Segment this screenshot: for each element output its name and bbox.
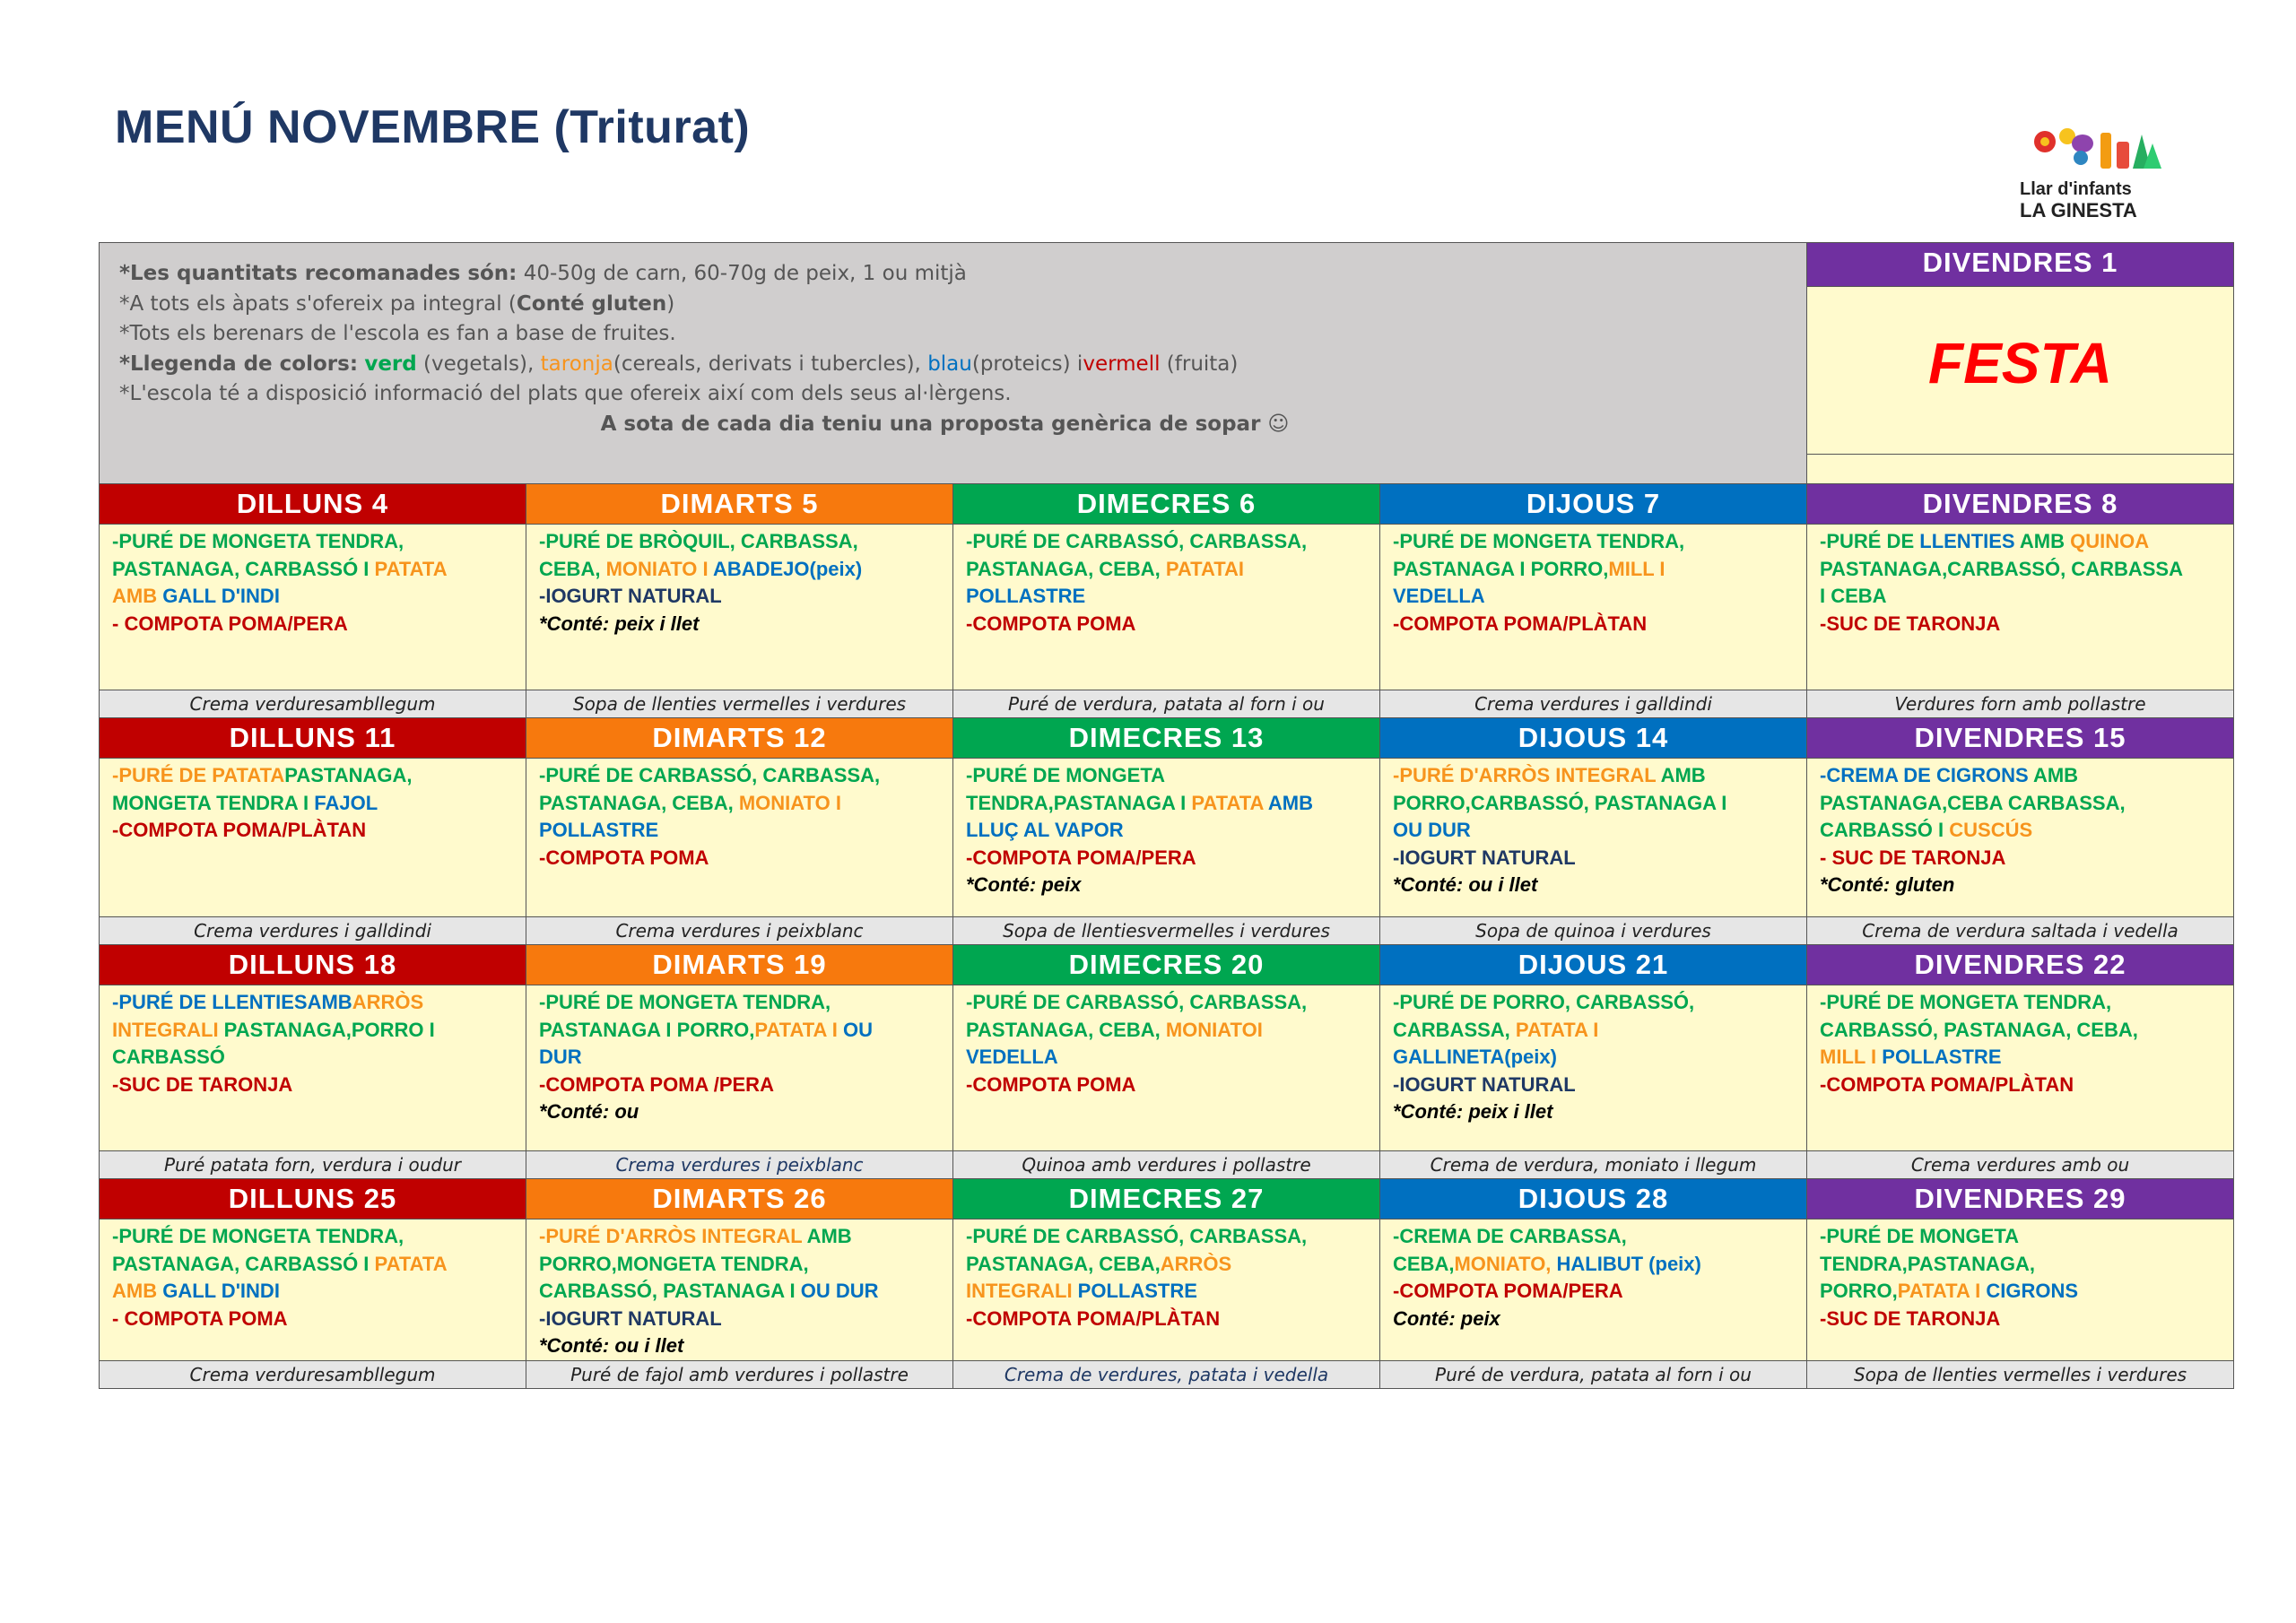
meal-line	[966, 1044, 1367, 1072]
meal-text: CARBASSÓ, PASTANAGA I	[539, 1280, 801, 1302]
dinner-suggestion-wednesday: Quinoa amb verdures i pollastre	[953, 1151, 1380, 1179]
meal-text: *Conté: peix i llet	[1393, 1100, 1553, 1123]
meal-text: POLLASTRE	[1077, 1280, 1197, 1302]
meal-text: PASTANAGA, CARBASSÓ I	[112, 557, 375, 580]
meal-text: PASTANAGA,PORRO I	[223, 1018, 435, 1041]
meal-text: - COMPOTA POMA/PERA	[112, 612, 348, 635]
meal-line	[1820, 872, 2221, 899]
meal-text: LLENTIES	[1919, 530, 2020, 552]
meal-text: -IOGURT NATURAL	[1393, 846, 1576, 869]
meal-text: I CEBA	[1820, 585, 1887, 607]
meal-line	[966, 1251, 1367, 1279]
meal-line	[1393, 1251, 1794, 1279]
meal-text: CIGRONS	[1986, 1280, 2079, 1302]
meal-text: PATATA	[374, 557, 448, 580]
logo-line1: Llar d'infants	[2020, 179, 2132, 199]
meal-line	[1820, 762, 2221, 790]
meal-line	[966, 528, 1367, 556]
meal-text: OU	[842, 1018, 873, 1041]
meal-text: -PURÉ DE CARBASSÓ, CARBASSA,	[966, 530, 1308, 552]
day-header-tuesday: DIMARTS 19	[526, 945, 953, 985]
meal-line	[1820, 1223, 2221, 1251]
meal-text: AMB	[2019, 530, 2071, 552]
meal-cell-friday	[1807, 759, 2234, 917]
meal-text: -PURÉ DE MONGETA TENDRA,	[1393, 530, 1685, 552]
meal-text: OU DUR	[800, 1280, 879, 1302]
dinner-suggestion-friday: Crema verdures amb ou	[1807, 1151, 2234, 1179]
meal-line	[539, 1017, 940, 1045]
meal-cell-friday	[1807, 1219, 2234, 1361]
day-header-monday: DILLUNS 18	[100, 945, 526, 985]
meal-line	[966, 1017, 1367, 1045]
meal-text: PASTANAGA,CEBA CARBASSA,	[1820, 791, 2126, 814]
meal-cell-wednesday	[953, 759, 1380, 917]
meal-cell-thursday	[1380, 759, 1807, 917]
meal-line	[539, 762, 940, 790]
meal-text: AMB	[1267, 791, 1314, 814]
info-bread: *A tots els àpats s'ofereix pa integral (Conté gluten)	[119, 291, 675, 316]
meal-text: PATATA	[374, 1252, 448, 1275]
meal-line	[1820, 528, 2221, 556]
meal-line	[1393, 1072, 1794, 1099]
meal-line	[1820, 583, 2221, 611]
day-header-wednesday: DIMECRES 27	[953, 1179, 1380, 1219]
meal-text: -PURÉ DE MONGETA TENDRA,	[112, 1225, 404, 1247]
meal-line	[112, 989, 513, 1017]
meal-text: PASTANAGA, CARBASSÓ I	[112, 1252, 375, 1275]
meal-text: INTEGRALI	[966, 1280, 1078, 1302]
meal-line	[539, 845, 940, 872]
meal-line	[1393, 583, 1794, 611]
meal-text: MONIATO I	[605, 557, 713, 580]
meal-line	[966, 1306, 1367, 1333]
logo-line2: LA GINESTA	[2020, 199, 2137, 221]
meal-text: -COMPOTA POMA/PERA	[1393, 1280, 1623, 1302]
meal-line	[539, 1332, 940, 1360]
meal-line	[1820, 611, 2221, 638]
meal-line	[966, 611, 1367, 638]
meal-text: PORRO,CARBASSÓ, PASTANAGA I	[1393, 791, 1727, 814]
meal-text: PASTANAGA, CEBA,	[966, 1252, 1161, 1275]
dinner-suggestion-monday: Crema verdures i galldindi	[100, 917, 526, 945]
meal-line	[1820, 1306, 2221, 1333]
meal-text: DUR	[539, 1046, 582, 1068]
meal-line	[1393, 872, 1794, 899]
meal-line	[112, 1278, 513, 1306]
meal-line	[112, 762, 513, 790]
info-box	[100, 243, 1807, 484]
meal-text: POLLASTRE	[539, 819, 659, 841]
meal-line	[112, 1251, 513, 1279]
meal-text: -COMPOTA POMA /PERA	[539, 1072, 774, 1096]
meal-line	[112, 1306, 513, 1333]
meal-text: *Conté: peix i llet	[539, 612, 700, 635]
meal-line	[539, 1251, 940, 1279]
meal-line	[966, 762, 1367, 790]
day-header-friday: DIVENDRES 29	[1807, 1179, 2234, 1219]
meal-text: - SUC DE TARONJA	[1820, 846, 2006, 869]
meal-text: PORRO,	[1820, 1280, 1898, 1302]
meal-line	[539, 1223, 940, 1251]
meal-text: AMB	[112, 1280, 163, 1302]
meal-line	[112, 1044, 513, 1072]
meal-text: -PURÉ DE CARBASSÓ, CARBASSA,	[966, 1225, 1308, 1247]
meal-text: -PURÉ DE MONGETA	[1820, 1225, 2020, 1247]
empty-cell	[1807, 454, 2234, 484]
meal-line	[112, 817, 513, 845]
meal-line	[539, 1072, 940, 1099]
meal-text: Conté: peix	[1393, 1306, 1500, 1330]
meal-line	[966, 989, 1367, 1017]
dinner-suggestion-tuesday: Puré de fajol amb verdures i pollastre	[526, 1360, 953, 1388]
meal-text: -SUC DE TARONJA	[1820, 1306, 2001, 1330]
meal-text: -SUC DE TARONJA	[112, 1072, 293, 1096]
meal-cell-thursday	[1380, 525, 1807, 690]
meal-line	[1393, 1223, 1794, 1251]
dinner-suggestion-tuesday: Sopa de llenties vermelles i verdures	[526, 690, 953, 718]
meal-text: PATATA	[1191, 791, 1268, 814]
dinner-suggestion-monday: Crema verduresambllegum	[100, 690, 526, 718]
meal-text: CARBASSÓ	[112, 1046, 225, 1068]
meal-text: -SUC DE TARONJA	[1820, 612, 2001, 635]
meal-text: *Conté: ou i llet	[539, 1334, 684, 1357]
day-header-thursday: DIJOUS 21	[1380, 945, 1807, 985]
day-header-wednesday: DIMECRES 6	[953, 484, 1380, 525]
meal-text: VEDELLA	[1393, 585, 1485, 607]
meal-text: -PURÉ DE MONGETA TENDRA,	[112, 530, 404, 552]
meal-line	[1820, 556, 2221, 584]
meal-line	[1393, 556, 1794, 584]
meal-text: -PURÉ DE MONGETA	[966, 764, 1166, 786]
meal-text: LLUÇ AL VAPOR	[966, 819, 1124, 841]
meal-text: INTEGRALI	[112, 1018, 224, 1041]
meal-line	[112, 1223, 513, 1251]
meal-text: PASTANAGA, CEBA,	[966, 557, 1166, 580]
day-header-tuesday: DIMARTS 26	[526, 1179, 953, 1219]
meal-line	[1820, 790, 2221, 818]
meal-text: -PURÉ DE LLENTIESAMB	[112, 991, 352, 1013]
meal-text: TENDRA,PASTANAGA,	[1820, 1252, 2035, 1275]
meal-cell-tuesday	[526, 1219, 953, 1361]
meal-line	[539, 790, 940, 818]
school-logo	[2009, 117, 2188, 224]
meal-text: -CREMA DE CIGRONS	[1820, 764, 2033, 786]
dinner-suggestion-thursday: Crema de verdura, moniato i llegum	[1380, 1151, 1807, 1179]
dinner-suggestion-thursday: Crema verdures i galldindi	[1380, 690, 1807, 718]
meal-cell-wednesday	[953, 525, 1380, 690]
day-header-friday: DIVENDRES 8	[1807, 484, 2234, 525]
meal-text: CUSCÚS	[1949, 819, 2033, 841]
day-header-friday: DIVENDRES 22	[1807, 945, 2234, 985]
dinner-suggestion-wednesday: Sopa de llentiesvermelles i verdures	[953, 917, 1380, 945]
meal-text: CEBA,	[1393, 1252, 1455, 1275]
meal-line	[1393, 790, 1794, 818]
meal-cell-wednesday	[953, 985, 1380, 1151]
day-header-tuesday: DIMARTS 12	[526, 718, 953, 759]
meal-text: -PURÉ DE	[1820, 530, 1920, 552]
meal-text: - COMPOTA POMA	[112, 1306, 288, 1330]
meal-text: POLLASTRE	[966, 585, 1086, 607]
meal-text: OU DUR	[1393, 819, 1471, 841]
dinner-suggestion-friday: Sopa de llenties vermelles i verdures	[1807, 1360, 2234, 1388]
meal-text: -COMPOTA POMA/PERA	[966, 846, 1196, 869]
day-header-monday: DILLUNS 25	[100, 1179, 526, 1219]
meal-cell-friday	[1807, 985, 2234, 1151]
meal-text: *Conté: peix	[966, 873, 1082, 896]
meal-text: AMB	[806, 1225, 852, 1247]
meal-text: -PURÉ D'ARRÒS INTEGRAL	[1393, 764, 1661, 786]
meal-text: CARBASSÓ, PASTANAGA, CEBA,	[1820, 1018, 2138, 1041]
meal-line	[966, 1278, 1367, 1306]
meal-text: -PURÉ DE CARBASSÓ, CARBASSA,	[966, 991, 1308, 1013]
meal-text: *Conté: gluten	[1820, 873, 1955, 896]
meal-line	[539, 1278, 940, 1306]
meal-line	[1820, 1251, 2221, 1279]
meal-line	[539, 556, 940, 584]
meal-line	[966, 872, 1367, 899]
meal-text: PATATA I	[1897, 1280, 1987, 1302]
meal-line	[966, 1223, 1367, 1251]
meal-text: PASTANAGA,CARBASSÓ, CARBASSA	[1820, 557, 2183, 580]
meal-cell-thursday	[1380, 1219, 1807, 1361]
info-color-legend: *Llegenda de colors: verd (vegetals), taronja(cereals, derivats i tubercles), blau(proteics) ivermell (fruita)	[119, 352, 1239, 376]
dinner-suggestion-thursday: Sopa de quinoa i verdures	[1380, 917, 1807, 945]
meal-line	[1393, 989, 1794, 1017]
dinner-suggestion-wednesday: Crema de verdures, patata i vedella	[953, 1360, 1380, 1388]
meal-text: AMB	[2032, 764, 2079, 786]
meal-text: CARBASSA,	[1393, 1018, 1516, 1041]
dinner-suggestion-thursday: Puré de verdura, patata al forn i ou	[1380, 1360, 1807, 1388]
day-header-monday: DILLUNS 11	[100, 718, 526, 759]
meal-text: ARRÒS	[352, 991, 424, 1013]
meal-text: -IOGURT NATURAL	[539, 1306, 722, 1330]
meal-line	[1820, 1278, 2221, 1306]
meal-line	[966, 790, 1367, 818]
meal-text: -COMPOTA POMA	[539, 846, 709, 869]
meal-cell-thursday	[1380, 985, 1807, 1151]
meal-cell-tuesday	[526, 759, 953, 917]
meal-line	[539, 1098, 940, 1126]
meal-text: -PURÉ D'ARRÒS INTEGRAL	[539, 1225, 807, 1247]
meal-text: -COMPOTA POMA/PLÀTAN	[966, 1306, 1221, 1330]
meal-text: GALLINETA(peix)	[1393, 1046, 1557, 1068]
day-header-thursday: DIJOUS 14	[1380, 718, 1807, 759]
meal-text: MILL I	[1820, 1046, 1883, 1068]
meal-line	[112, 556, 513, 584]
dinner-suggestion-monday: Puré patata forn, verdura i oudur	[100, 1151, 526, 1179]
meal-text: -COMPOTA POMA	[966, 1072, 1136, 1096]
meal-line	[966, 556, 1367, 584]
meal-text: PASTANAGA I PORRO,	[1393, 557, 1609, 580]
meal-text: MILL I	[1608, 557, 1665, 580]
meal-cell-tuesday	[526, 985, 953, 1151]
meal-line	[539, 583, 940, 611]
meal-text: HALIBUT (peix)	[1556, 1252, 1701, 1275]
meal-text: CARBASSÓ I	[1820, 819, 1950, 841]
meal-line	[1820, 845, 2221, 872]
meal-text: ABADEJO(peix)	[712, 557, 863, 580]
dinner-suggestion-wednesday: Puré de verdura, patata al forn i ou	[953, 690, 1380, 718]
meal-text: -COMPOTA POMA/PLÀTAN	[1820, 1072, 2074, 1096]
meal-line	[539, 989, 940, 1017]
meal-text: -PURÉ DE CARBASSÓ, CARBASSA,	[539, 764, 881, 786]
meal-line	[966, 583, 1367, 611]
meal-line	[1393, 1044, 1794, 1072]
meal-line	[112, 528, 513, 556]
day-header-monday: DILLUNS 4	[100, 484, 526, 525]
meal-text: PASTANAGA, CEBA,	[539, 791, 739, 814]
dinner-suggestion-tuesday: Crema verdures i peixblanc	[526, 917, 953, 945]
meal-line	[112, 611, 513, 638]
meal-line	[1393, 1017, 1794, 1045]
meal-line	[1393, 762, 1794, 790]
day-header-wednesday: DIMECRES 13	[953, 718, 1380, 759]
info-allergens: *L'escola té a disposició informació del plats que ofereix així com dels seus al·lèrgens.	[119, 382, 1012, 405]
day-header-friday-1: DIVENDRES 1	[1807, 243, 2234, 287]
meal-line	[1820, 1044, 2221, 1072]
dinner-suggestion-monday: Crema verduresambllegum	[100, 1360, 526, 1388]
meal-line	[112, 1017, 513, 1045]
meal-text: GALL D'INDI	[162, 1280, 280, 1302]
meal-text: -COMPOTA POMA/PLÀTAN	[1393, 612, 1648, 635]
meal-line	[539, 817, 940, 845]
meal-text: -COMPOTA POMA	[966, 612, 1136, 635]
meal-text: AMB	[1660, 764, 1706, 786]
dinner-suggestion-tuesday: Crema verdures i peixblanc	[526, 1151, 953, 1179]
meal-line	[1393, 1278, 1794, 1306]
meal-cell-monday	[100, 759, 526, 917]
menu-table	[99, 242, 2234, 1389]
day-header-friday: DIVENDRES 15	[1807, 718, 2234, 759]
meal-line	[112, 790, 513, 818]
day-header-thursday: DIJOUS 28	[1380, 1179, 1807, 1219]
meal-text: QUINOA	[2070, 530, 2150, 552]
page-title: MENÚ NOVEMBRE (Triturat)	[115, 101, 751, 153]
meal-line	[1393, 845, 1794, 872]
dinner-suggestion-friday: Verdures forn amb pollastre	[1807, 690, 2234, 718]
meal-text: MONIATOI	[1165, 1018, 1263, 1041]
meal-line	[539, 1306, 940, 1333]
meal-text: GALL D'INDI	[162, 585, 280, 607]
meal-cell-tuesday	[526, 525, 953, 690]
meal-cell-monday	[100, 985, 526, 1151]
meal-text: PATATA I	[1515, 1018, 1599, 1041]
meal-line	[1393, 1098, 1794, 1126]
meal-text: -CREMA DE CARBASSA,	[1393, 1225, 1627, 1247]
meal-text: MONIATO,	[1454, 1252, 1557, 1275]
meal-line	[112, 1072, 513, 1099]
meal-text: *Conté: ou i llet	[1393, 873, 1538, 896]
info-quantities: *Les quantitats recomanades són: 40-50g de carn, 60-70g de peix, 1 ou mitjà	[119, 262, 967, 285]
meal-text: -PURÉ DE BRÒQUIL, CARBASSA,	[539, 530, 858, 552]
meal-text: -PURÉ DE PATATA	[112, 764, 285, 786]
day-header-tuesday: DIMARTS 5	[526, 484, 953, 525]
meal-line	[1820, 1017, 2221, 1045]
meal-cell-friday	[1807, 525, 2234, 690]
meal-text: PORRO,MONGETA TENDRA,	[539, 1252, 809, 1275]
meal-text: -COMPOTA POMA/PLÀTAN	[112, 819, 367, 841]
meal-line	[539, 1044, 940, 1072]
meal-text: -PURÉ DE PORRO, CARBASSÓ,	[1393, 991, 1695, 1013]
meal-text: -IOGURT NATURAL	[539, 585, 722, 607]
meal-text: POLLASTRE	[1882, 1046, 2002, 1068]
meal-text: -PURÉ DE MONGETA TENDRA,	[1820, 991, 2112, 1013]
info-snacks: *Tots els berenars de l'escola es fan a base de fruites.	[119, 322, 676, 345]
meal-line	[1820, 1072, 2221, 1099]
meal-text: -IOGURT NATURAL	[1393, 1072, 1576, 1096]
meal-text: PATATAI	[1165, 557, 1245, 580]
meal-line	[539, 528, 940, 556]
meal-text: MONIATO I	[738, 791, 841, 814]
meal-text: FAJOL	[314, 791, 378, 814]
meal-line	[1393, 817, 1794, 845]
meal-text: -PURÉ DE MONGETA TENDRA,	[539, 991, 831, 1013]
meal-text: PASTANAGA I PORRO,	[539, 1018, 755, 1041]
meal-cell-monday	[100, 1219, 526, 1361]
meal-text: PATATA I	[754, 1018, 843, 1041]
meal-text: *Conté: ou	[539, 1100, 639, 1123]
meal-line	[1393, 528, 1794, 556]
meal-line	[1393, 1306, 1794, 1333]
meal-cell-monday	[100, 525, 526, 690]
meal-line	[112, 583, 513, 611]
dinner-suggestion-friday: Crema de verdura saltada i vedella	[1807, 917, 2234, 945]
meal-text: AMB	[112, 585, 163, 607]
meal-text: PASTANAGA,	[284, 764, 413, 786]
meal-line	[966, 817, 1367, 845]
meal-text: VEDELLA	[966, 1046, 1058, 1068]
meal-line	[966, 845, 1367, 872]
meal-line	[539, 611, 940, 638]
meal-line	[1820, 989, 2221, 1017]
festa-cell	[1807, 286, 2234, 454]
meal-line	[1393, 611, 1794, 638]
day-header-thursday: DIJOUS 7	[1380, 484, 1807, 525]
info-dinner-note: A sota de cada dia teniu una proposta genèrica de sopar ☺	[600, 412, 1290, 436]
meal-text: PASTANAGA, CEBA,	[966, 1018, 1166, 1041]
meal-text: CEBA,	[539, 557, 606, 580]
logo-figures-icon	[2027, 117, 2179, 179]
meal-line	[966, 1072, 1367, 1099]
meal-text: TENDRA,PASTANAGA I	[966, 791, 1192, 814]
meal-cell-wednesday	[953, 1219, 1380, 1361]
meal-text: MONGETA TENDRA I	[112, 791, 315, 814]
festa-label: FESTA	[1927, 330, 2113, 395]
day-header-wednesday: DIMECRES 20	[953, 945, 1380, 985]
meal-line	[1820, 817, 2221, 845]
meal-text: ARRÒS	[1160, 1252, 1232, 1275]
